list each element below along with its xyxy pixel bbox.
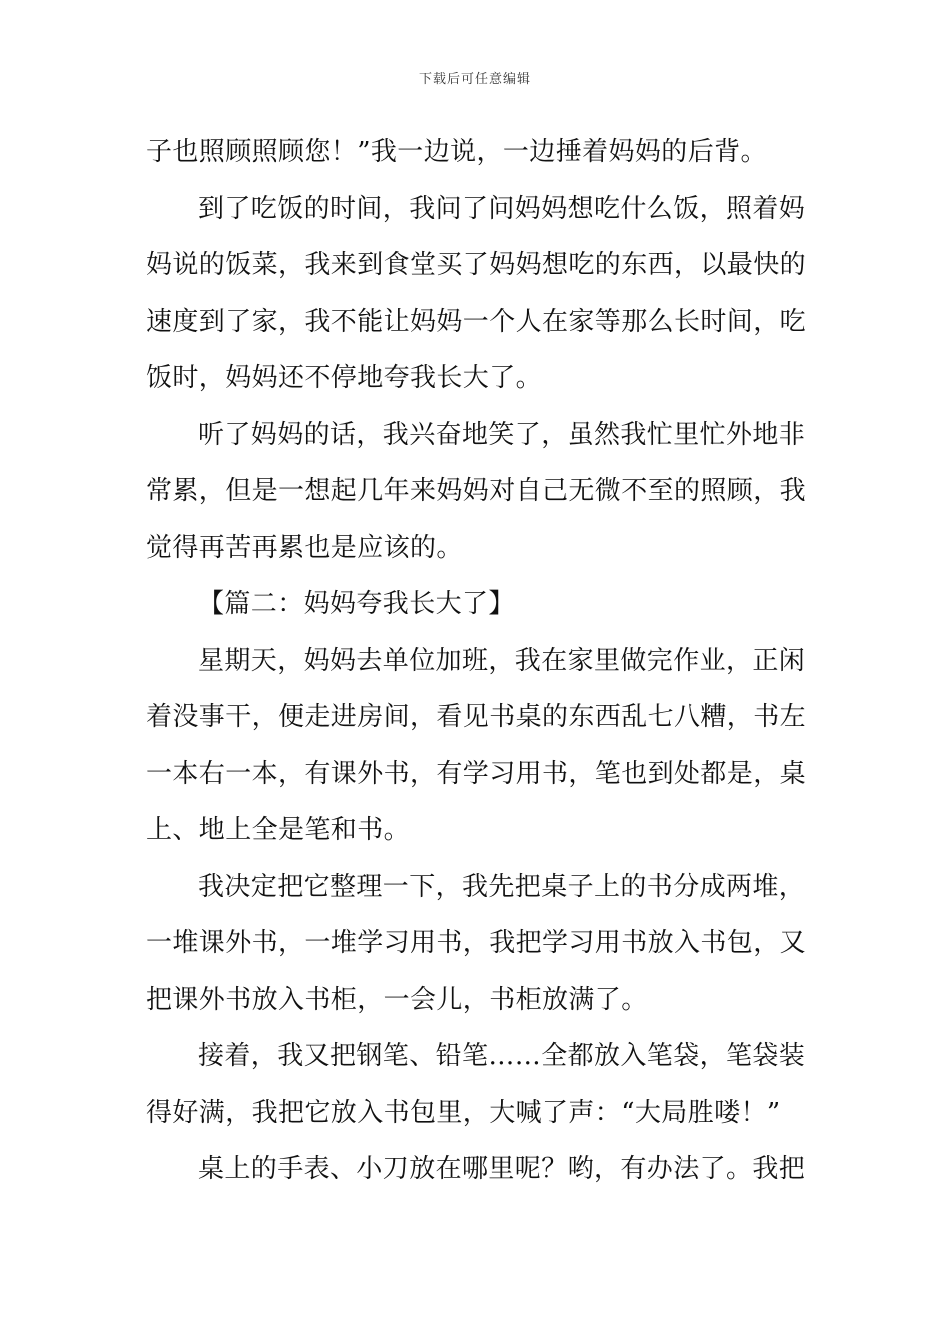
text-line: 子也照顾照顾您！”我一边说，一边捶着妈妈的后背。 [146, 137, 767, 167]
section-heading: 【篇二：妈妈夸我长大了】 [198, 589, 515, 619]
page-header: 下载后可任意编辑 [418, 72, 531, 87]
text-line: 饭时，妈妈还不停地夸我长大了。 [146, 363, 543, 393]
text-line: 我决定把它整理一下，我先把桌子上的书分成两堆， [198, 871, 806, 902]
text-line: 到了吃饭的时间，我问了问妈妈想吃什么饭，照着妈 [198, 193, 806, 224]
text-line: 着没事干，便走进房间，看见书桌的东西乱七八糟，书左 [146, 702, 807, 732]
text-line: 一本右一本，有课外书，有学习用书，笔也到处都是，桌 [146, 758, 807, 789]
text-line: 上、地上全是笔和书。 [146, 815, 411, 845]
text-line: 得好满，我把它放入书包里，大喊了声：“大局胜喽！” [146, 1097, 781, 1128]
text-line: 接着，我又把钢笔、铅笔……全都放入笔袋，笔袋装 [198, 1041, 806, 1071]
text-line: 星期天，妈妈去单位加班，我在家里做完作业，正闲 [198, 645, 806, 676]
text-line: 速度到了家，我不能让妈妈一个人在家等那么长时间，吃 [146, 306, 807, 337]
text-line: 桌上的手表、小刀放在哪里呢？哟，有办法了。我把 [198, 1154, 806, 1184]
text-line: 觉得再苦再累也是应该的。 [146, 532, 463, 563]
text-line: 妈说的饭菜，我来到食堂买了妈妈想吃的东西，以最快的 [146, 250, 807, 280]
body-text [146, 124, 810, 1198]
text-line: 一堆课外书，一堆学习用书，我把学习用书放入书包，又 [146, 928, 807, 958]
text-line: 听了妈妈的话，我兴奋地笑了，虽然我忙里忙外地非 [198, 419, 806, 450]
text-line: 把课外书放入书柜，一会儿，书柜放满了。 [146, 984, 648, 1015]
text-line: 常累，但是一想起几年来妈妈对自己无微不至的照顾，我 [146, 476, 807, 506]
